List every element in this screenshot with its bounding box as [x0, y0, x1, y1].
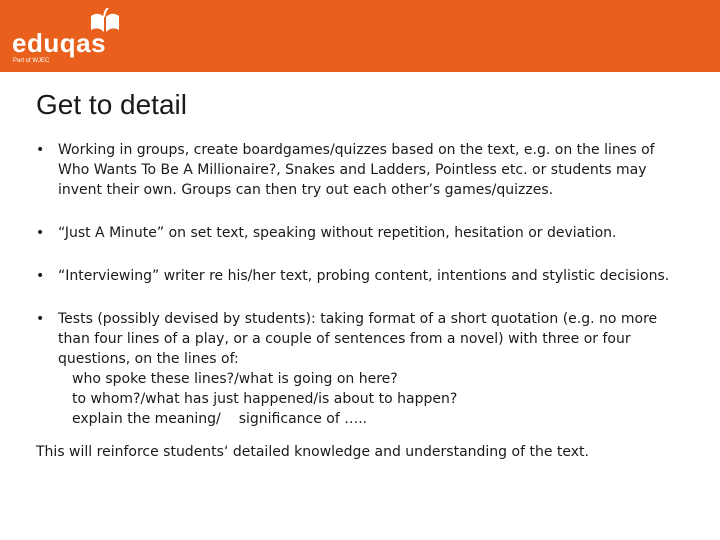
bullet-text: “Just A Minute” on set text, speaking without repetition, hesitation or deviation. — [58, 225, 617, 241]
slide-content — [36, 140, 676, 462]
question-line — [58, 409, 676, 429]
bullet-text: Working in groups, create boardgames/quizzes based on the text, e.g. on the lines of Who Wants To Be A Millionaire?, Snakes and Ladders, Pointless etc. or students may invent their own. Groups can then try out each other’s games/quizzes. — [58, 142, 655, 198]
bullet-text: Tests (possibly devised by students): taking format of a short quotation (e.g. no more than four lines of a play, or a couple of sentences from a novel) with three or four questions, on the lines of: — [58, 311, 658, 367]
bullet-marker: • — [36, 311, 45, 327]
logo-subtext: Part of WJEC — [13, 58, 50, 64]
bullet-item — [36, 309, 676, 429]
question-line-part: significance of ….. — [238, 411, 368, 427]
bullet-marker: • — [36, 268, 45, 284]
bullet-text: “Interviewing” writer re his/her text, probing content, intentions and stylistic decisions. — [58, 268, 670, 284]
question-line: who spoke these lines?/what is going on here? — [72, 371, 398, 387]
bullet-marker: • — [36, 142, 45, 158]
bullet-marker: • — [36, 225, 45, 241]
bullet-item — [36, 266, 676, 286]
header-bar — [0, 0, 720, 72]
bullet-item — [36, 223, 676, 243]
bullet-item — [36, 140, 676, 200]
question-line: to whom?/what has just happened/is about to happen? — [72, 391, 458, 407]
eduqas-logo — [12, 8, 122, 68]
logo-wordmark: eduqas — [12, 28, 107, 58]
slide-title: Get to detail — [36, 89, 187, 120]
question-line-part: explain the meaning/ — [72, 411, 221, 427]
closing-statement: This will reinforce students‘ detailed knowledge and understanding of the text. — [36, 444, 589, 460]
